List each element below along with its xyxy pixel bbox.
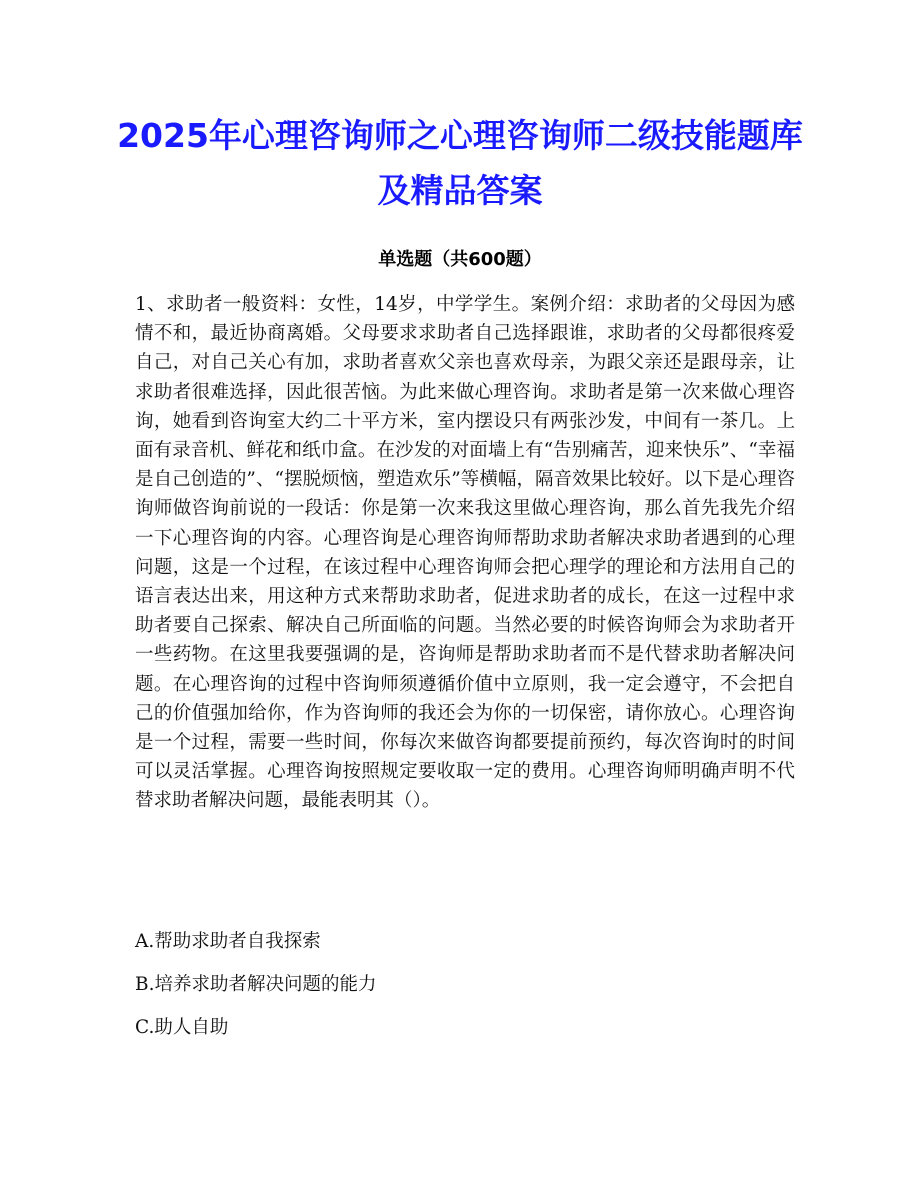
document-title: 2025年心理咨询师之心理咨询师二级技能题库及精品答案 xyxy=(117,116,803,210)
option-b[interactable]: B.培养求助者解决问题的能力 xyxy=(135,974,377,995)
section-heading: 单选题（共600题） xyxy=(378,249,542,270)
option-c[interactable]: C.助人自助 xyxy=(135,1017,229,1038)
option-a[interactable]: A.帮助求助者自我探索 xyxy=(135,931,321,952)
question-text: 1、求助者一般资料：女性，14岁，中学学生。案例介绍：求助者的父母因为感情不和，最近协商离婚。父母要求求助者自己选择跟谁，求助者的父母都很疼爱自己，对自己关心有加，求助者喜欢父亲也喜欢母亲，为跟父亲还是跟母亲，让求助者很难选择，因此很苦恼。为此来做心理咨询。求助者是第一次来做心理咨询，她看到咨询室大约二十平方米，室内摆设只有两张沙发，中间有一茶几。上面有录音机、鲜花和纸巾盒。在沙发的对面墙上有“告别痛苦，迎来快乐”、“幸福是自己创造的”、“摆脱烦恼，塑造欢乐”等横幅，隔音效果比较好。以下是心理咨询师做咨询前说的一段话：你是第一次来我这里做心理咨询，那么首先我先介绍一下心理咨询的内容。心理咨询是心理咨询师帮助求助者解决求助者遇到的心理问题，这是一个过程，在该过程中心理咨询师会把心理学的理论和方法用自己的语言表达出来，用这种方式来帮助求助者，促进求助者的成长，在这一过程中求助者要自己探索、解决自己所面临的问题。当然必要的时候咨询师会为求助者开一些药物。在这里我要强调的是，咨询师是帮助求助者而不是代替求助者解决问题。在心理咨询的过程中咨询师须遵循价值中立原则，我一定会遵守，不会把自己的价值强加给你，作为咨询师的我还会为你的一切保密，请你放心。心理咨询是一个过程，需要一些时间，你每次来做咨询都要提前预约，每次咨询时的时间可以灵活掌握。心理咨询按照规定要收取一定的费用。心理咨询师明确声明不代替求助者解决问题，最能表明其（）。 xyxy=(135,294,795,812)
